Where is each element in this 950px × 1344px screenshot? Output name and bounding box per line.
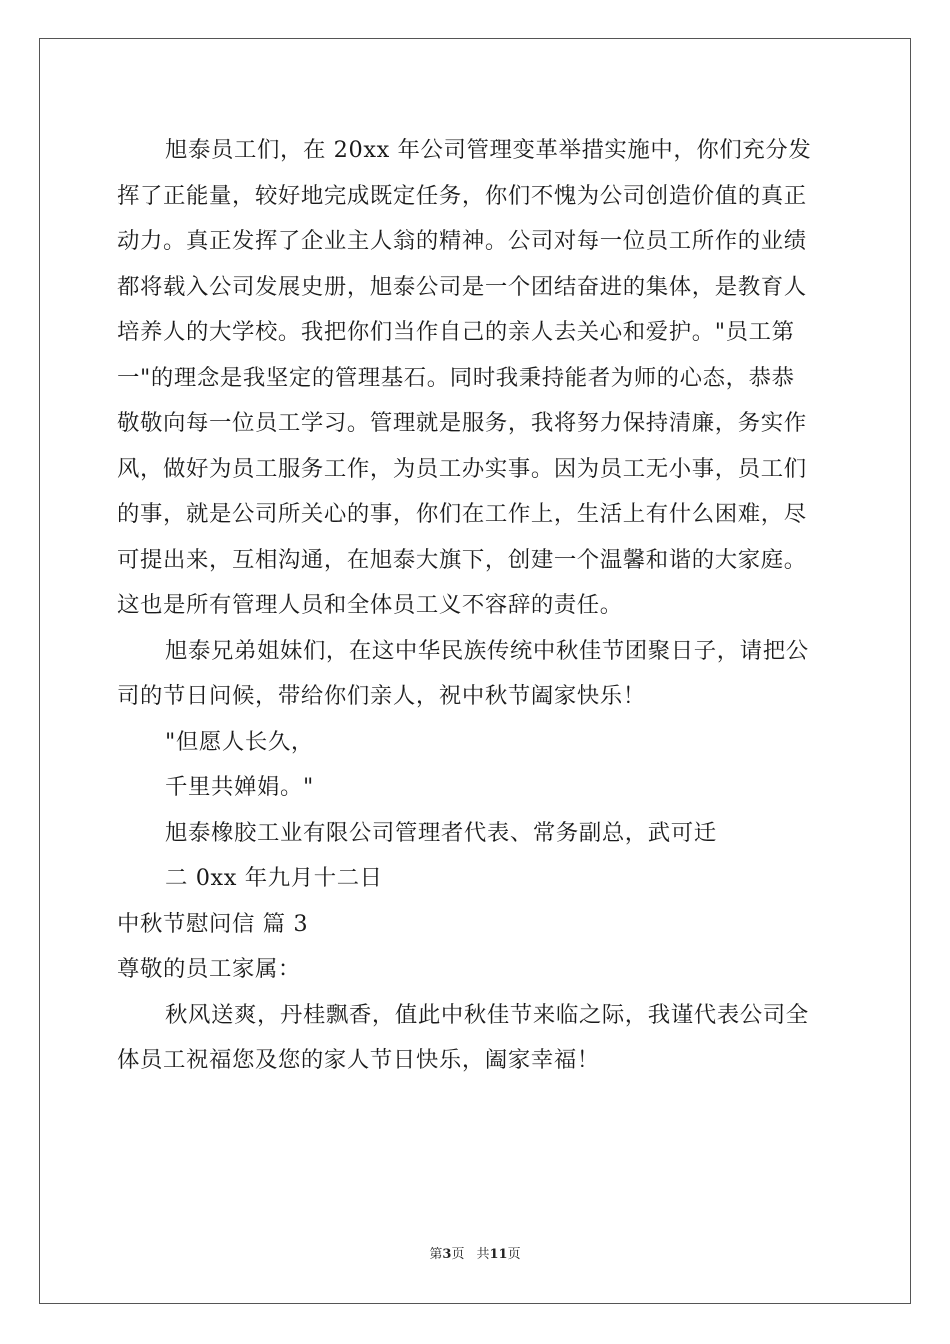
paragraph <box>117 128 833 629</box>
footer-page-suffix: 页 <box>451 1247 465 1262</box>
footer-page-number: 3 <box>442 1247 452 1262</box>
text-line: 司的节日问候，带给你们亲人，祝中秋节阖家快乐！ <box>117 683 646 709</box>
text-line: 可提出来，互相沟通，在旭泰大旗下，创建一个温馨和谐的大家庭。 <box>117 546 807 573</box>
text-line: 体员工祝福您及您的家人节日快乐，阖家幸福！ <box>117 1047 600 1073</box>
paragraph <box>117 720 833 766</box>
footer-total-prefix: 共 <box>476 1247 490 1262</box>
paragraph <box>117 765 833 811</box>
page-footer <box>0 1246 950 1264</box>
text-line: 旭泰员工们，在 20xx 年公司管理变革举措实施中，你们充分发 <box>165 137 812 163</box>
text-line: 二 0xx 年九月十二日 <box>165 865 383 891</box>
footer-total-suffix: 页 <box>507 1247 521 1262</box>
text-line: 秋风送爽，丹桂飘香，值此中秋佳节来临之际，我谨代表公司全 <box>165 1001 809 1028</box>
footer-total-number: 11 <box>489 1247 508 1262</box>
paragraph <box>117 629 833 720</box>
text-line: 尊敬的员工家属： <box>117 956 301 982</box>
document-body <box>117 128 833 1084</box>
text-line: 旭泰橡胶工业有限公司管理者代表、常务副总，武可迁 <box>165 819 717 846</box>
text-line: 挥了正能量，较好地完成既定任务，你们不愧为公司创造价值的真正 <box>117 182 807 209</box>
text-line: 的事，就是公司所关心的事，你们在工作上，生活上有什么困难，尽 <box>117 501 807 527</box>
text-line: 敬敬向每一位员工学习。管理就是服务，我将努力保持清廉，务实作 <box>117 410 807 436</box>
paragraph <box>117 856 833 902</box>
text-line: 培养人的大学校。我把你们当作自己的亲人去关心和爱护。"员工第 <box>117 319 795 345</box>
paragraph <box>117 993 833 1084</box>
text-line: 风，做好为员工服务工作，为员工办实事。因为员工无小事，员工们 <box>117 455 807 482</box>
text-line: 旭泰兄弟姐妹们，在这中华民族传统中秋佳节团聚日子，请把公 <box>165 637 809 664</box>
text-line: 一"的理念是我坚定的管理基石。同时我秉持能者为师的心态，恭恭 <box>117 364 795 391</box>
paragraph <box>117 902 833 948</box>
text-line: 千里共婵娟。" <box>165 774 314 800</box>
text-line: 中秋节慰问信 篇 3 <box>117 910 309 937</box>
footer-page-prefix: 第 <box>429 1247 443 1262</box>
paragraph <box>117 947 833 993</box>
text-line: 这也是所有管理人员和全体员工义不容辞的责任。 <box>117 592 623 618</box>
paragraph <box>117 811 833 857</box>
text-line: 都将载入公司发展史册，旭泰公司是一个团结奋进的集体，是教育人 <box>117 273 807 300</box>
text-line: "但愿人长久， <box>165 728 314 755</box>
text-line: 动力。真正发挥了企业主人翁的精神。公司对每一位员工所作的业绩 <box>117 228 807 254</box>
